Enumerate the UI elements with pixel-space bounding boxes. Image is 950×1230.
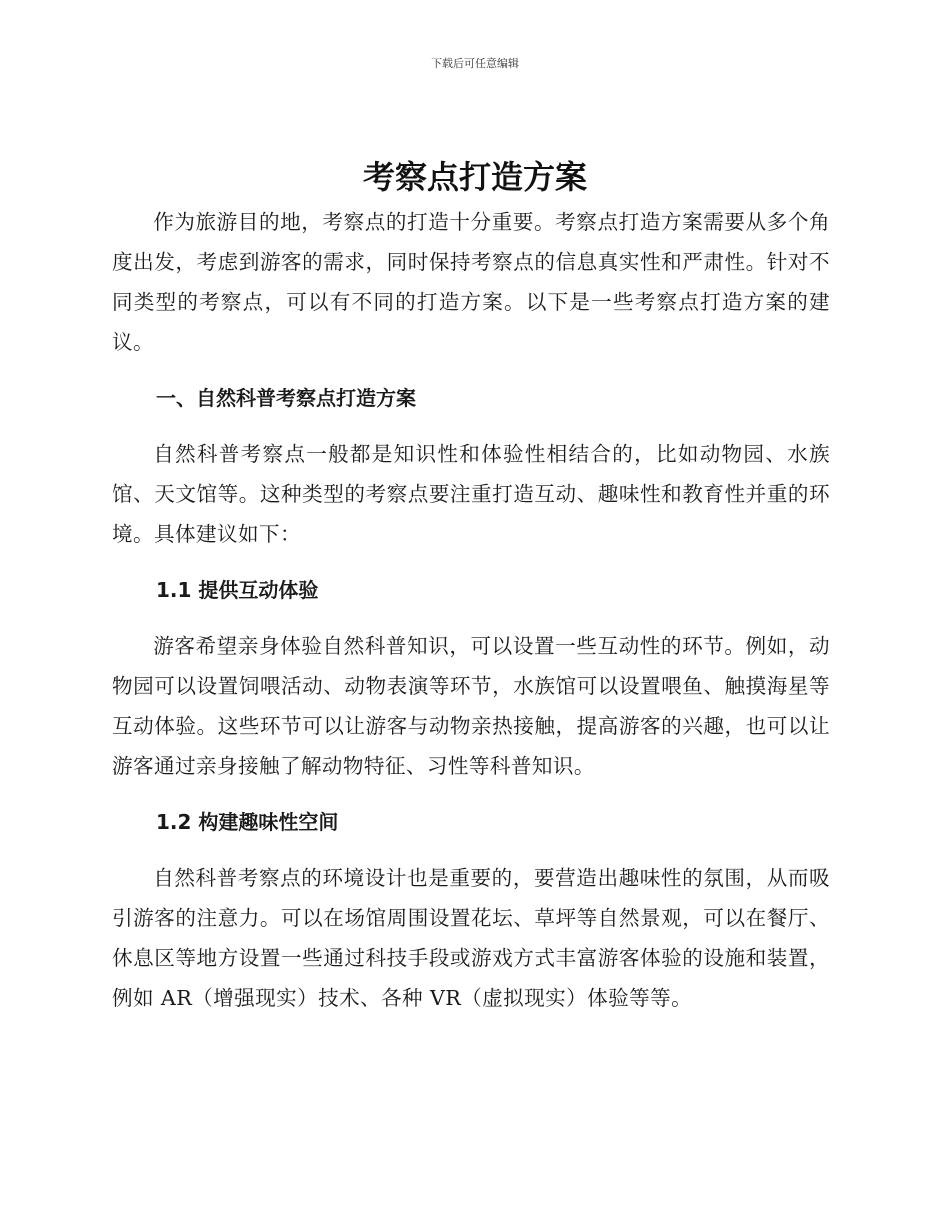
spacer	[112, 418, 830, 434]
subsection-paragraph: 游客希望亲身体验自然科普知识，可以设置一些互动性的环节。例如，动物园可以设置饲喂活动、动物表演等环节，水族馆可以设置喂鱼、触摸海星等互动体验。这些环节可以让游客与动物亲热接触，提高游客的兴趣，也可以让游客通过亲身接触了解动物特征、习性等科普知识。	[112, 634, 830, 778]
document-body	[112, 202, 830, 1018]
document-title: 考察点打造方案	[362, 158, 587, 196]
spacer	[112, 610, 830, 626]
section-paragraph: 自然科普考察点一般都是知识性和体验性相结合的，比如动物园、水族馆、天文馆等。这种类型的考察点要注重打造互动、趣味性和教育性并重的环境。具体建议如下：	[112, 442, 830, 546]
section-heading: 一、自然科普考察点打造方案	[156, 386, 416, 410]
subsection-paragraph: 自然科普考察点的环境设计也是重要的，要营造出趣味性的氛围，从而吸引游客的注意力。可以在场馆周围设置花坛、草坪等自然景观，可以在餐厅、休息区等地方设置一些通过科技手段或游戏方式丰富游客体验的设施和装置，例如 AR（增强现实）技术、各种 VR（虚拟现实）体验等等。	[112, 866, 830, 1010]
spacer	[112, 786, 830, 802]
page-header-note: 下载后可任意编辑	[431, 57, 519, 70]
spacer	[112, 842, 830, 858]
subsection-heading: 1.1 提供互动体验	[156, 578, 319, 602]
intro-paragraph: 作为旅游目的地，考察点的打造十分重要。考察点打造方案需要从多个角度出发，考虑到游客的需求，同时保持考察点的信息真实性和严肃性。针对不同类型的考察点，可以有不同的打造方案。以下是一些考察点打造方案的建议。	[112, 210, 830, 354]
subsection-heading: 1.2 构建趣味性空间	[156, 810, 339, 834]
spacer	[112, 362, 830, 378]
spacer	[112, 554, 830, 570]
